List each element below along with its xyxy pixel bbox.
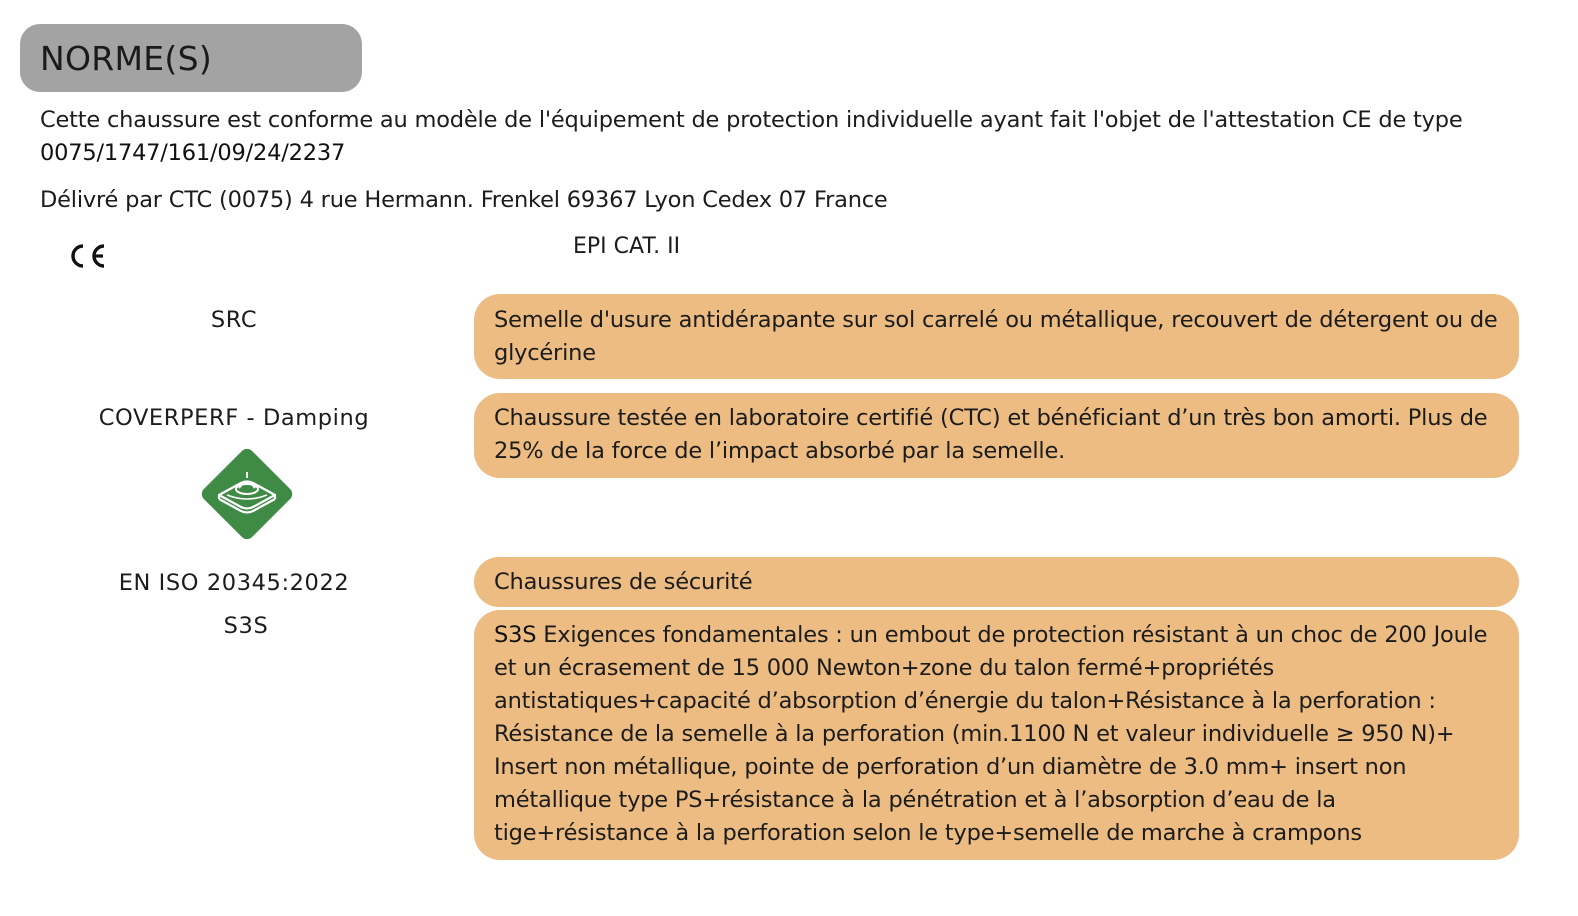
standard-label: EN ISO 20345:2022: [118, 570, 350, 596]
damping-insole-icon: [197, 444, 297, 544]
section-title: NORME(S): [40, 38, 213, 78]
s3s-description-box: [474, 610, 1519, 860]
src-label: SRC: [210, 307, 258, 333]
delivered-by: Délivré par CTC (0075) 4 rue Hermann. Frenkel 69367 Lyon Cedex 07 France: [40, 187, 888, 213]
conformity-text: Cette chaussure est conforme au modèle de l'équipement de protection individuelle ayant fait l'objet de l'attestation CE de type: [40, 107, 1463, 133]
ce-mark-icon: [66, 236, 112, 276]
standard-description: Chaussures de sécurité: [474, 557, 1519, 607]
conformity-statement: [40, 104, 1480, 170]
section-header: [20, 24, 362, 92]
coverperf-description: Chaussure testée en laboratoire certifié (CTC) et bénéficiant d’un très bon amorti. Plus de 25% de la force de l’impact absorbé par la semelle.: [474, 393, 1519, 478]
certificate-number: 0075/1747/161/09/24/2237: [40, 140, 346, 166]
epi-category: EPI CAT. II: [573, 234, 681, 259]
coverperf-label: COVERPERF - Damping: [98, 405, 370, 431]
src-description: Semelle d'usure antidérapante sur sol carrelé ou métallique, recouvert de détergent ou de glycérine: [474, 294, 1519, 379]
s3s-description: Exigences fondamentales : un embout de protection résistant à un choc de 200 Joule et un écrasement de 15 000 Newton+zone du talon fermé+propriétés antistatiques+capacité d’absorption d’énergie du talon+Résistance à la perforation : Résistance de la semelle à la perforation (min.1100 N et valeur individuelle ≥ 950 N)+ Insert non métallique, pointe de perforation d’un diamètre de 3.0 mm+ insert non métallique type PS+résistance à la pénétration et à l’absorption d’eau de la tige+résistance à la perforation selon le type+semelle de marche à crampons: [494, 622, 1488, 846]
s3s-code: S3S: [494, 622, 537, 648]
s3s-label: S3S: [223, 613, 269, 639]
